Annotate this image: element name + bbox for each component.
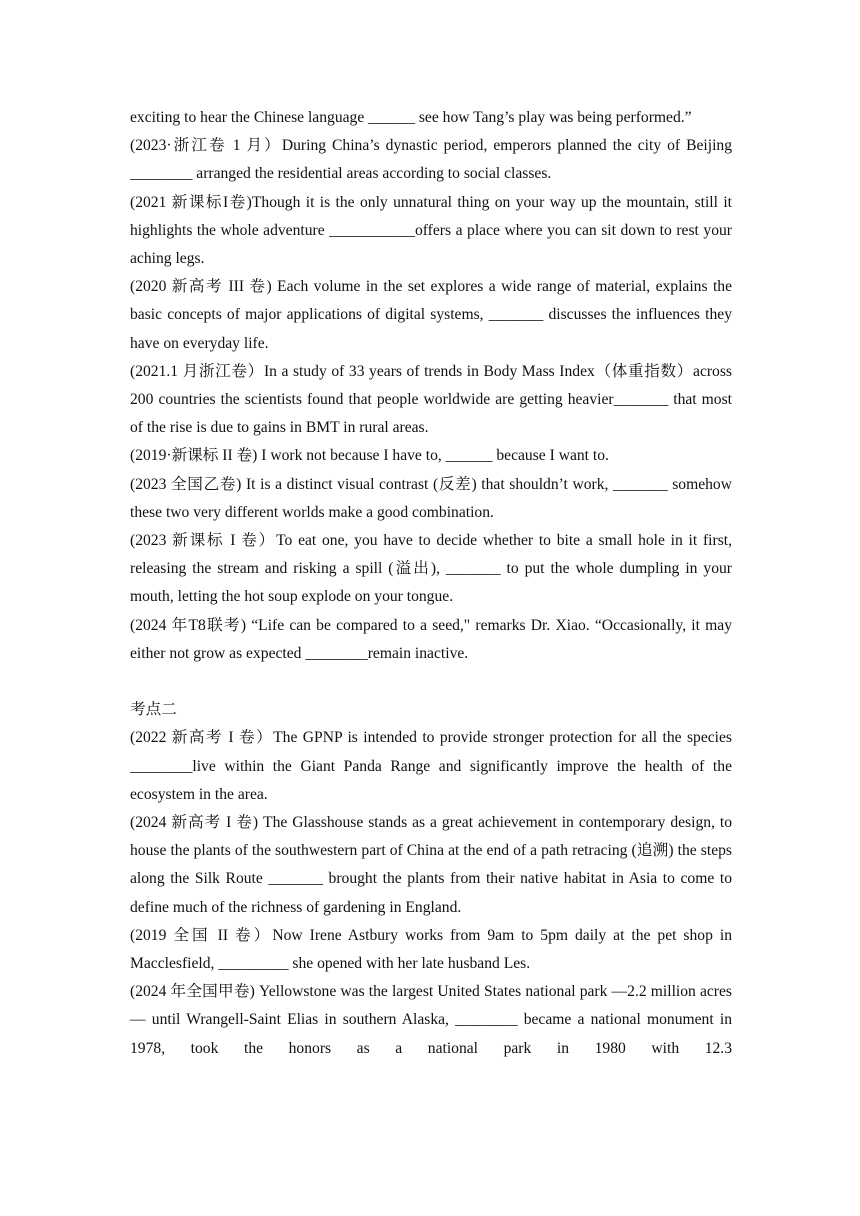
paragraph: (2020 新高考 III 卷) Each volume in the set explores a wide range of material, explains the basic concepts of major applications of digital systems, _______ discusses the influences they have on everyday life.: [130, 278, 732, 352]
section-heading: 考点二: [130, 701, 177, 719]
paragraph: (2023·浙江卷 1 月）During China’s dynastic period, emperors planned the city of Beijing ________ arranged the residential areas according to social classes.: [130, 137, 732, 183]
document-page: [130, 104, 732, 1063]
paragraph: (2022 新高考 I 卷）The GPNP is intended to provide stronger protection for all the species ________live within the Giant Panda Range and significantly improve the health of the ecosystem in the area.: [130, 729, 732, 803]
paragraph: (2024 年全国甲卷) Yellowstone was the largest United States national park —2.2 million acres — until Wrangell-Saint Elias in southern Alaska, ________ became a national monument in 1978, took the honors as a national park in 1980 with 12.3: [130, 983, 732, 1057]
paragraph: (2023 新课标 I 卷）To eat one, you have to decide whether to bite a small hole in it first, releasing the stream and risking a spill (溢出), _______ to put the whole dumpling in your mouth, letting the hot soup explode on your tongue.: [130, 532, 732, 606]
paragraph: (2019 全国 II 卷）Now Irene Astbury works from 9am to 5pm daily at the pet shop in Macclesfield, _________ she opened with her late husband Les.: [130, 926, 732, 973]
paragraph: (2024 新高考 I 卷) The Glasshouse stands as a great achievement in contemporary design, to house the plants of the southwestern part of China at the end of a path retracing (追溯) the steps along the Silk Route _______ brought the plants from their native habitat in Asia to come to define much of the richness of gardening in England.: [130, 814, 732, 916]
paragraph: (2023 全国乙卷) It is a distinct visual contrast (反差) that shouldn’t work, _______ somehow these two very different worlds make a good combination.: [130, 475, 732, 521]
paragraph: (2019·新课标 II 卷) I work not because I have to, ______ because I want to.: [130, 447, 609, 465]
paragraph: (2024 年T8联考) “Life can be compared to a seed," remarks Dr. Xiao. “Occasionally, it may either not grow as expected ________remain inactive.: [130, 616, 732, 662]
paragraph: (2021 新课标I卷)Though it is the only unnatural thing on your way up the mountain, still it highlights the whole adventure ___________offers a place where you can sit down to rest your aching legs.: [130, 193, 732, 268]
spacer: [130, 668, 732, 696]
paragraph: exciting to hear the Chinese language ______ see how Tang’s play was being performed.”: [130, 109, 692, 126]
paragraph: (2021.1 月浙江卷）In a study of 33 years of trends in Body Mass Index（体重指数）across 200 countries the scientists found that people worldwide are getting heavier_______ that most of the rise is due to gains in BMT in rural areas.: [130, 362, 732, 437]
